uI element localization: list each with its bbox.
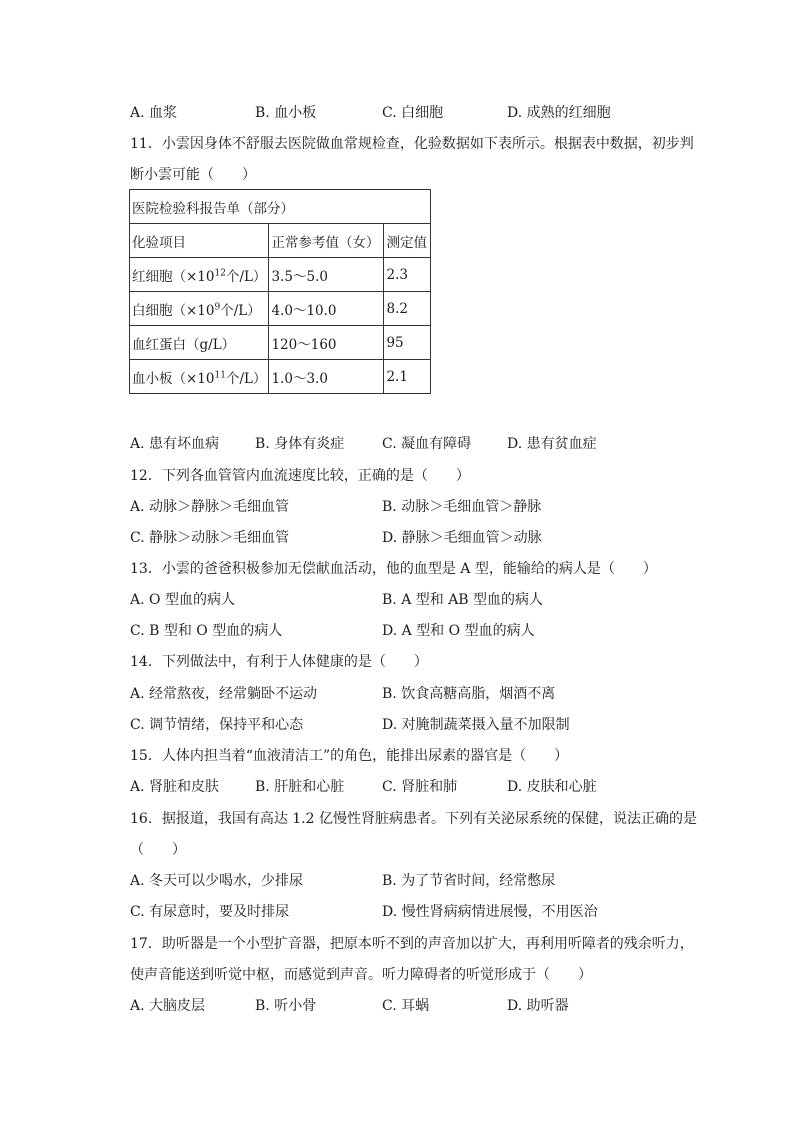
q17-option-a: A. 大脑皮层 — [130, 998, 206, 1014]
q16-stem-line2: （ ） — [130, 842, 186, 858]
table-row — [130, 258, 431, 292]
q10-option-c: C. 白细胞 — [382, 105, 444, 121]
q16-option-b: B. 为了节省时间，经常憋尿 — [382, 873, 556, 889]
q10-option-b: B. 血小板 — [255, 105, 317, 121]
q14-option-a: A. 经常熬夜，经常躺卧不运动 — [130, 686, 318, 702]
q11-option-a: A. 患有坏血病 — [130, 436, 220, 452]
table-row — [130, 326, 431, 360]
table-cell-reference: 1.0～3.0 — [269, 360, 384, 394]
q16-option-a: A. 冬天可以少喝水，少排尿 — [130, 873, 304, 889]
q13-option-b: B. A 型和 AB 型血的病人 — [382, 592, 544, 608]
lab-report-table — [129, 189, 431, 394]
table-cell-reference: 3.5～5.0 — [269, 258, 384, 292]
q13-option-d: D. A 型和 O 型血的病人 — [382, 623, 535, 639]
table-cell-reference: 120～160 — [269, 326, 384, 360]
q11-stem-line1: 11．小雲因身体不舒服去医院做血常规检查，化验数据如下表所示。根据表中数据，初步判 — [130, 136, 694, 152]
q11-option-b: B. 身体有炎症 — [255, 436, 345, 452]
q13-option-c: C. B 型和 O 型血的病人 — [130, 623, 283, 639]
q10-option-a: A. 血浆 — [130, 105, 178, 121]
table-title-row — [130, 190, 431, 224]
q11-option-c: C. 凝血有障碍 — [382, 436, 472, 452]
q11-option-d: D. 患有贫血症 — [507, 436, 597, 452]
q13-option-a: A. O 型血的病人 — [130, 592, 235, 608]
q14-option-d: D. 对腌制蔬菜摄入量不加限制 — [382, 717, 570, 733]
q17-option-d: D. 助听器 — [507, 998, 569, 1014]
q12-option-a: A. 动脉＞静脉＞毛细血管 — [130, 499, 290, 515]
table-header-item: 化验项目 — [130, 224, 269, 258]
q15-option-c: C. 肾脏和肺 — [382, 779, 458, 795]
q12-stem: 12．下列各血管管内血流速度比较，正确的是（ ） — [130, 468, 470, 484]
q13-stem: 13．小雲的爸爸积极参加无偿献血活动，他的血型是 A 型，能输给的病人是（ ） — [130, 561, 657, 577]
table-row — [130, 360, 431, 394]
q16-option-d: D. 慢性肾病病情进展慢，不用医治 — [382, 904, 598, 920]
table-title: 医院检验科报告单（部分） — [130, 190, 431, 224]
q16-option-c: C. 有尿意时，要及时排尿 — [130, 904, 290, 920]
table-row — [130, 292, 431, 326]
q17-stem-line1: 17．助听器是一个小型扩音器，把原本听不到的声音加以扩大，再利用听障者的残余听力， — [130, 936, 694, 952]
q14-stem: 14．下列做法中，有利于人体健康的是（ ） — [130, 654, 428, 670]
table-cell-item: 红细胞（$\times 10^{12}$个/L） — [130, 258, 269, 292]
q17-stem-line2: 使声音能送到听觉中枢，而感觉到声音。听力障碍者的听觉形成于（ ） — [130, 967, 592, 983]
q15-option-a: A. 肾脏和皮肤 — [130, 779, 220, 795]
table-header-row — [130, 224, 431, 258]
q14-option-b: B. 饮食高糖高脂，烟酒不离 — [382, 686, 556, 702]
table-cell-item: 白细胞（$\times 10^9$个/L） — [130, 292, 269, 326]
table-cell-value: 2.3 — [384, 258, 431, 292]
table-cell-value: 95 — [384, 326, 431, 360]
table-cell-item: 血小板（$\times 10^{11}$个/L） — [130, 360, 269, 394]
table-cell-reference: 4.0～10.0 — [269, 292, 384, 326]
table-cell-item: 血红蛋白（g/L） — [130, 326, 269, 360]
q12-option-b: B. 动脉＞毛细血管＞静脉 — [382, 499, 542, 515]
table-header-value: 测定值 — [384, 224, 431, 258]
q10-option-d: D. 成熟的红细胞 — [507, 105, 611, 121]
q16-stem-line1: 16．据报道，我国有高达 1.2 亿慢性肾脏病患者。下列有关泌尿系统的保健，说法正确的是 — [130, 811, 697, 827]
q12-option-d: D. 静脉＞毛细血管＞动脉 — [382, 530, 542, 546]
table-header-reference: 正常参考值（女） — [269, 224, 384, 258]
q15-option-b: B. 肝脏和心脏 — [255, 779, 345, 795]
q12-option-c: C. 静脉＞动脉＞毛细血管 — [130, 530, 290, 546]
table-cell-value: 2.1 — [384, 360, 431, 394]
q15-stem: 15．人体内担当着“血液清洁工”的角色，能排出尿素的器官是（ ） — [130, 748, 569, 764]
table-cell-value: 8.2 — [384, 292, 431, 326]
q11-stem-line2: 断小雲可能（ ） — [130, 167, 256, 183]
q17-option-b: B. 听小骨 — [255, 998, 317, 1014]
q15-option-d: D. 皮肤和心脏 — [507, 779, 597, 795]
q14-option-c: C. 调节情绪，保持平和心态 — [130, 717, 304, 733]
q17-option-c: C. 耳蜗 — [382, 998, 430, 1014]
